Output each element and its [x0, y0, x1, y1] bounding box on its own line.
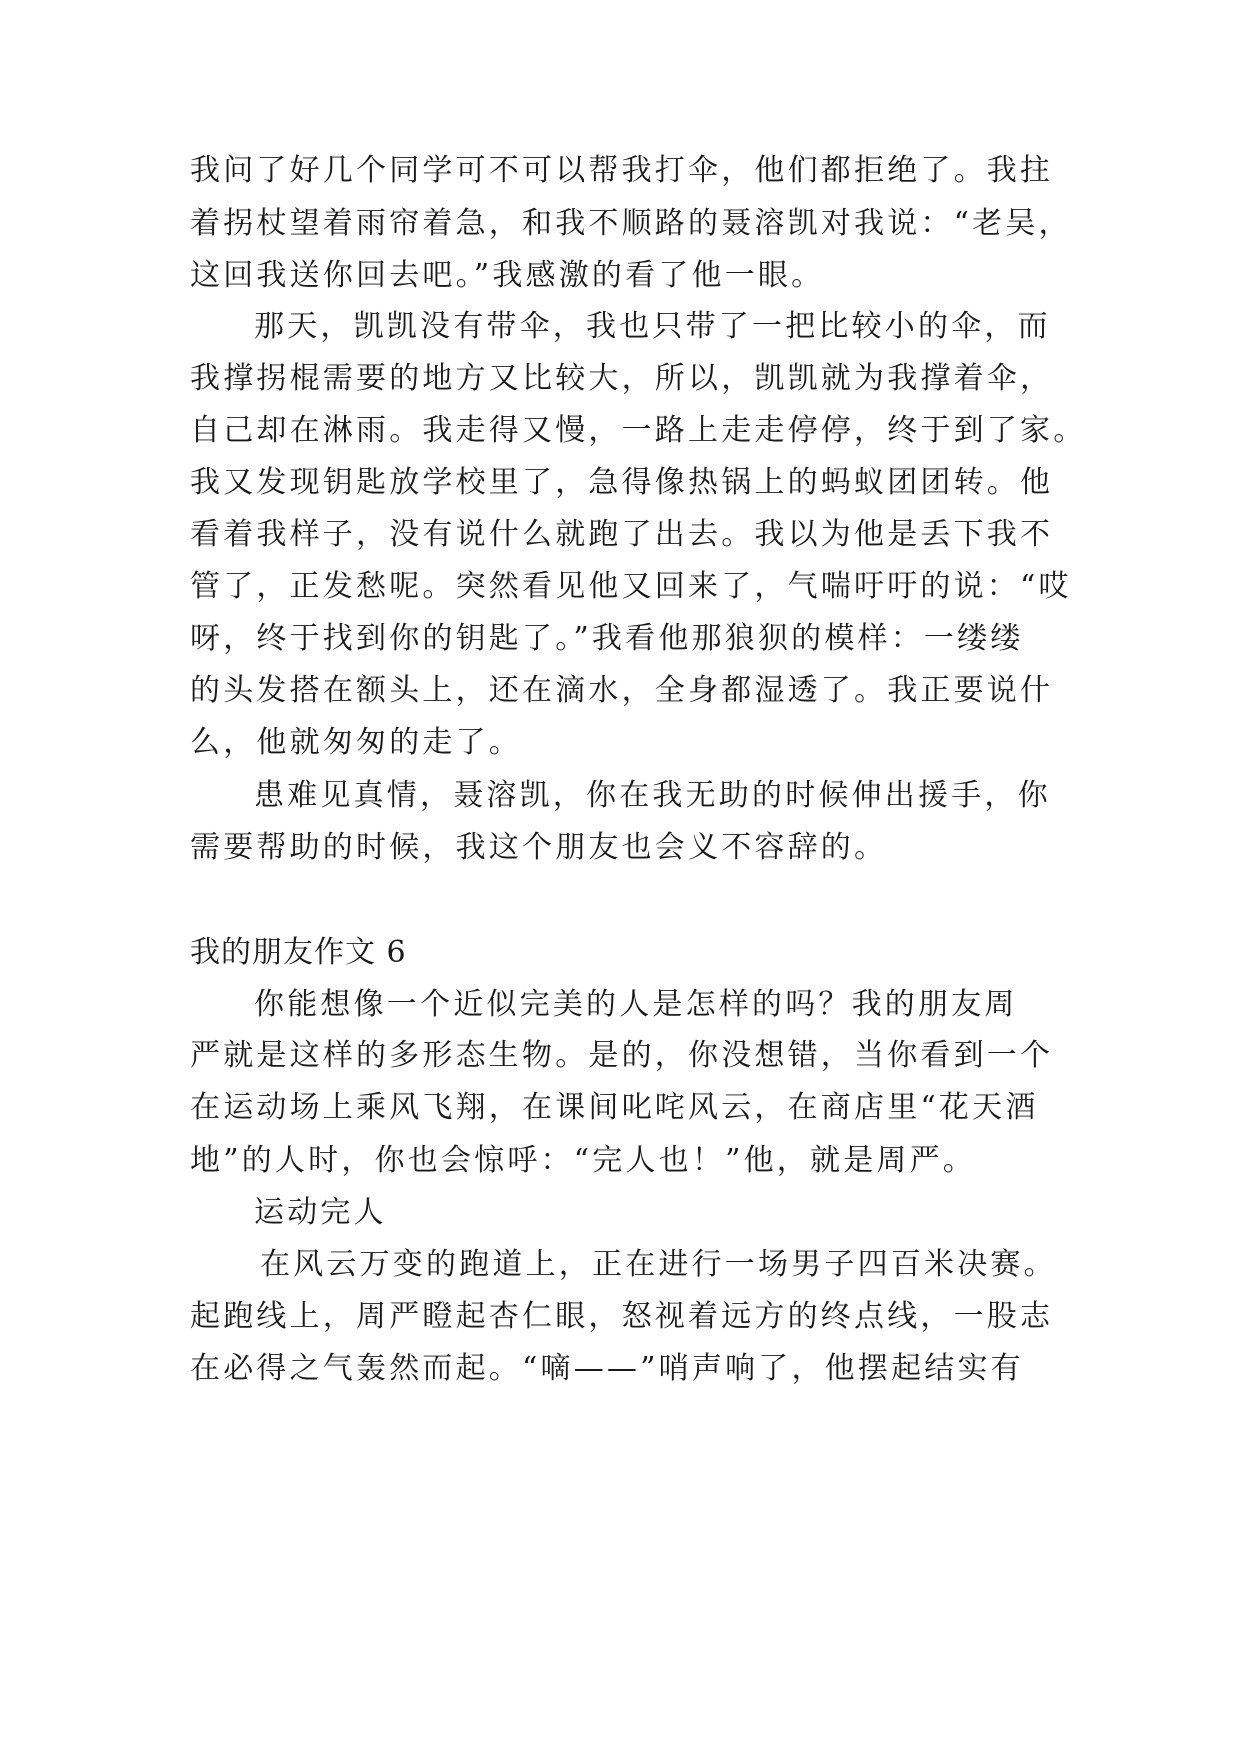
- text-line: 患难见真情，聂溶凯，你在我无助的时候伸出援手，你: [254, 778, 1051, 813]
- text-line: 这回我送你回去吧。”我感激的看了他一眼。: [190, 258, 825, 293]
- text-line: 我撑拐棍需要的地方又比较大，所以，凯凯就为我撑着伞，: [190, 361, 1054, 396]
- text-line: 那天，凯凯没有带伞，我也只带了一把比较小的伞，而: [254, 309, 1051, 344]
- text-line: 在必得之气轰然而起。“嘀——”哨声响了，他摆起结实有: [190, 1351, 1024, 1386]
- section-heading: 我的朋友作文 6: [190, 935, 407, 970]
- text-line: 地”的人时，你也会惊呼：“完人也！”他，就是周严。: [190, 1143, 977, 1178]
- text-line: 我又发现钥匙放学校里了，急得像热锅上的蚂蚁团团转。他: [190, 465, 1054, 500]
- text-line: 在风云万变的跑道上，正在进行一场男子四百米决赛。: [260, 1247, 1057, 1282]
- text-line: 管了，正发愁呢。突然看见他又回来了，气喘吁吁的说：“哎: [190, 569, 1072, 604]
- text-line: 起跑线上，周严瞪起杏仁眼，怒视着远方的终点线，一股志: [190, 1299, 1054, 1334]
- text-line: 严就是这样的多形态生物。是的，你没想错，当你看到一个: [190, 1038, 1054, 1073]
- text-line: 的头发搭在额头上，还在滴水，全身都湿透了。我正要说什: [190, 673, 1054, 708]
- text-line: 你能想像一个近似完美的人是怎样的吗？我的朋友周: [254, 987, 1018, 1022]
- text-line: 自己却在淋雨。我走得又慢，一路上走走停停，终于到了家。: [190, 413, 1087, 448]
- text-line: 着拐杖望着雨帘着急，和我不顺路的聂溶凯对我说：“老吴，: [190, 206, 1072, 241]
- text-line: 在运动场上乘风飞翔，在课间叱咤风云，在商店里“花天酒: [190, 1090, 1039, 1125]
- text-line: 呀，终于找到你的钥匙了。”我看他那狼狈的模样：一缕缕: [190, 621, 1024, 656]
- text-line: 看着我样子，没有说什么就跑了出去。我以为他是丢下我不: [190, 517, 1054, 552]
- subheading: 运动完人: [254, 1195, 387, 1230]
- text-line: 么，他就匆匆的走了。: [190, 725, 522, 760]
- text-line: 我问了好几个同学可不可以帮我打伞，他们都拒绝了。我拄: [190, 153, 1054, 188]
- text-line: 需要帮助的时候，我这个朋友也会义不容辞的。: [190, 830, 888, 865]
